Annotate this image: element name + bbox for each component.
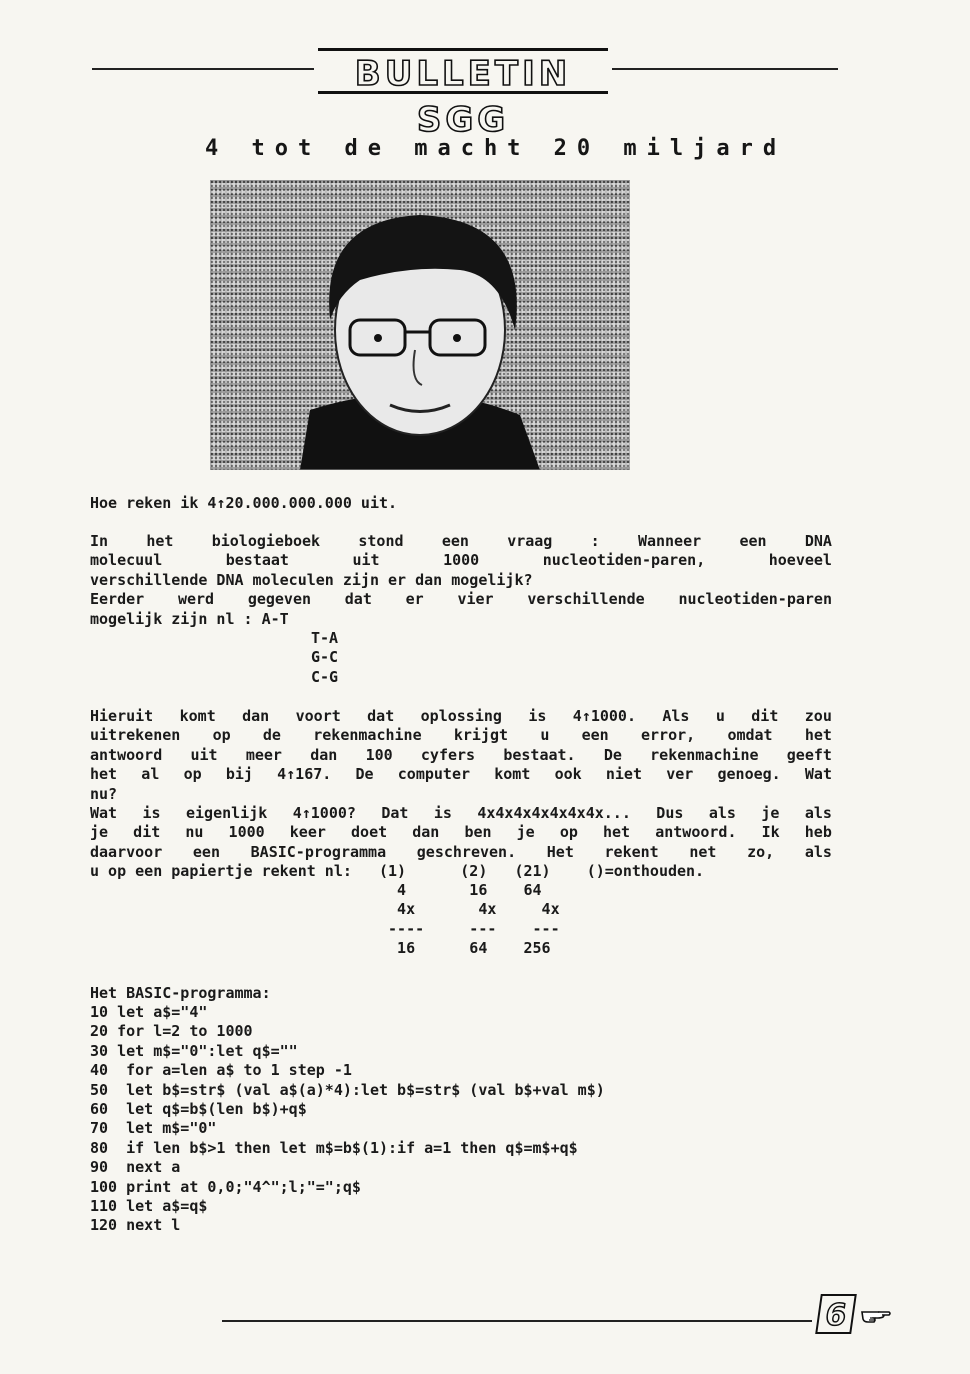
word: 4x4x4x4x4x4x4x...: [477, 804, 631, 823]
word: dan: [310, 745, 338, 764]
text-line: [90, 862, 832, 881]
word: uit: [190, 745, 218, 764]
calc-line: 4 16 64: [90, 881, 542, 899]
word: bij: [225, 765, 253, 784]
header-rule-right: [612, 68, 838, 70]
text-line: [90, 707, 832, 726]
program-line: 80 if len b$>1 then let m$=b$(1):if a=1 then q$=m$+q$: [90, 1138, 578, 1157]
word: het: [804, 726, 832, 745]
word: cyfers: [420, 745, 476, 764]
text-line: [90, 551, 832, 570]
word: het: [603, 823, 631, 842]
text-line: [90, 804, 832, 823]
word: uitrekenen: [90, 726, 181, 745]
word: oplossing: [420, 707, 502, 725]
word: geschreven.: [416, 842, 517, 861]
calc-line: 4x 4x 4x: [90, 900, 560, 919]
word: geeft: [786, 745, 832, 764]
word: meer: [245, 745, 282, 764]
word: nucleotiden-paren,: [542, 551, 706, 570]
footer-rule: [222, 1320, 812, 1322]
bulletin-logo: BULLETIN SGG: [318, 48, 608, 94]
word: rekenmachine: [313, 726, 422, 745]
portrait-illustration: [210, 180, 630, 470]
word: In: [90, 532, 109, 550]
program-line: 40 for a=len a$ to 1 step -1: [90, 1061, 352, 1080]
word: u: [715, 707, 725, 725]
word: komt: [179, 707, 216, 725]
word: Ik: [761, 823, 780, 842]
word: omdat: [727, 726, 773, 745]
word: 100: [365, 745, 393, 764]
word: dit: [133, 823, 161, 842]
word: dit: [751, 707, 779, 725]
word: u: [540, 726, 550, 745]
word: ook: [554, 765, 582, 784]
word: voort: [295, 707, 341, 725]
word: Wanneer: [637, 532, 702, 550]
word: bestaat: [225, 551, 289, 570]
word: het: [146, 532, 174, 550]
word: 4↑1000?: [292, 804, 356, 823]
word: Hieruit: [90, 707, 154, 725]
word: een: [581, 726, 609, 745]
article-title: 4 tot de macht 20 miljard: [205, 136, 787, 161]
text-line: [90, 823, 832, 842]
word: u op een papiertje rekent nl: (1) (2) (21) ()=onthouden.: [90, 862, 705, 881]
word: op: [559, 823, 578, 842]
header-rule-left: [92, 68, 314, 70]
text-line: [90, 843, 832, 862]
word: Wat: [90, 804, 118, 823]
word: een: [441, 532, 469, 550]
pointing-hand-icon: [860, 1298, 892, 1332]
word: is: [433, 804, 452, 823]
word: biologieboek: [211, 532, 321, 550]
word: ver: [666, 765, 694, 784]
word: nu?: [90, 784, 118, 803]
word: DNA: [804, 532, 832, 550]
word: Als: [662, 707, 690, 725]
word: keer: [289, 823, 326, 842]
word: verschillende: [527, 590, 645, 609]
word: bestaat.: [503, 745, 576, 764]
word: zo,: [747, 842, 775, 861]
text-line: [90, 610, 832, 629]
word: hoeveel: [768, 551, 832, 570]
word: je: [516, 823, 535, 842]
pair-line: G-C: [311, 648, 339, 667]
word: al: [141, 765, 160, 784]
text-line: [90, 765, 832, 784]
word: 1000: [228, 823, 265, 842]
program-line: 120 next l: [90, 1216, 181, 1235]
word: Eerder: [90, 590, 145, 609]
page-number: 6: [815, 1294, 857, 1334]
program-line: 110 let a$=q$: [90, 1197, 208, 1216]
word: gegeven: [247, 590, 312, 609]
calc-line: 16 64 256: [90, 939, 551, 958]
word: ben: [464, 823, 492, 842]
text-line: [90, 746, 832, 765]
text-line: [90, 590, 832, 609]
calc-line: ---- --- ---: [90, 919, 560, 938]
program-line: 60 let q$=b$(len b$)+q$: [90, 1100, 307, 1119]
word: dan: [412, 823, 440, 842]
word: je: [90, 823, 109, 842]
program-line: 50 let b$=str$ (val a$(a)*4):let b$=str$ (val b$+val m$): [90, 1080, 605, 1099]
word: computer: [397, 765, 471, 784]
word: mogelijk zijn nl : A-T: [90, 609, 289, 628]
pair-line: C-G: [311, 667, 339, 686]
word: de: [262, 726, 281, 745]
word: als: [708, 804, 736, 823]
text-line: [90, 726, 832, 745]
word: rekent: [604, 842, 659, 861]
multiplication-example: [90, 881, 560, 959]
word: eigenlijk: [186, 804, 268, 823]
program-line: 70 let m$="0": [90, 1119, 217, 1138]
word: daarvoor: [90, 842, 163, 861]
program-line: 100 print at 0,0;"4^";l;"=";q$: [90, 1177, 361, 1196]
program-line: 20 for l=2 to 1000: [90, 1022, 253, 1041]
word: De: [603, 745, 622, 764]
word: als: [804, 842, 832, 861]
word: op: [183, 765, 202, 784]
word: dan: [242, 707, 270, 725]
word: nu: [185, 823, 204, 842]
text-line: [90, 785, 832, 804]
intro-line: Hoe reken ik 4↑20.000.000.000 uit.: [90, 494, 398, 512]
word: 4↑1000.: [572, 707, 636, 725]
word: heb: [804, 823, 832, 842]
word: niet: [605, 765, 642, 784]
word: is: [528, 707, 547, 725]
word: Dat: [381, 804, 409, 823]
word: stond: [358, 532, 404, 550]
text-line: [90, 571, 832, 590]
program-line: 10 let a$="4": [90, 1003, 208, 1021]
word: je: [761, 804, 780, 823]
program-line: 90 next a: [90, 1158, 181, 1177]
paragraph-solution: [90, 707, 832, 882]
word: krijgt: [453, 726, 509, 745]
paragraph-dna: [90, 532, 832, 629]
word: 1000: [443, 551, 480, 570]
word: :: [590, 532, 600, 550]
word: antwoord.: [655, 823, 737, 842]
word: vraag: [507, 532, 553, 550]
word: BASIC-programma: [250, 842, 387, 861]
word: molecuul: [90, 551, 163, 570]
word: nucleotiden-paren: [678, 590, 832, 609]
word: een: [739, 532, 767, 550]
word: vier: [457, 590, 494, 609]
word: error,: [640, 726, 696, 745]
word: een: [192, 842, 220, 861]
word: verschillende DNA moleculen zijn er dan mogelijk?: [90, 570, 533, 589]
word: dat: [367, 707, 395, 725]
text-line: [90, 532, 832, 551]
word: Het: [546, 842, 574, 861]
author-photo: [210, 180, 630, 470]
nucleotide-pairs: [311, 629, 338, 687]
word: het: [90, 765, 118, 784]
word: Wat: [804, 765, 832, 784]
word: genoeg.: [717, 765, 781, 784]
word: werd: [177, 590, 215, 609]
word: net: [689, 842, 717, 861]
word: antwoord: [90, 745, 163, 764]
word: 4↑167.: [277, 765, 332, 784]
pair-line: T-A: [311, 629, 339, 647]
word: dat: [344, 590, 372, 609]
word: is: [142, 804, 161, 823]
word: op: [212, 726, 231, 745]
word: als: [804, 804, 832, 823]
word: er: [405, 590, 424, 609]
word: uit: [352, 551, 380, 570]
word: doet: [351, 823, 388, 842]
word: komt: [494, 765, 531, 784]
program-line: 30 let m$="0":let q$="": [90, 1041, 298, 1060]
word: Dus: [656, 804, 684, 823]
word: rekenmachine: [650, 745, 759, 764]
word: zou: [804, 707, 832, 725]
basic-program-listing: [90, 1003, 605, 1236]
program-heading: Het BASIC-programma:: [90, 984, 271, 1002]
word: De: [355, 765, 374, 784]
